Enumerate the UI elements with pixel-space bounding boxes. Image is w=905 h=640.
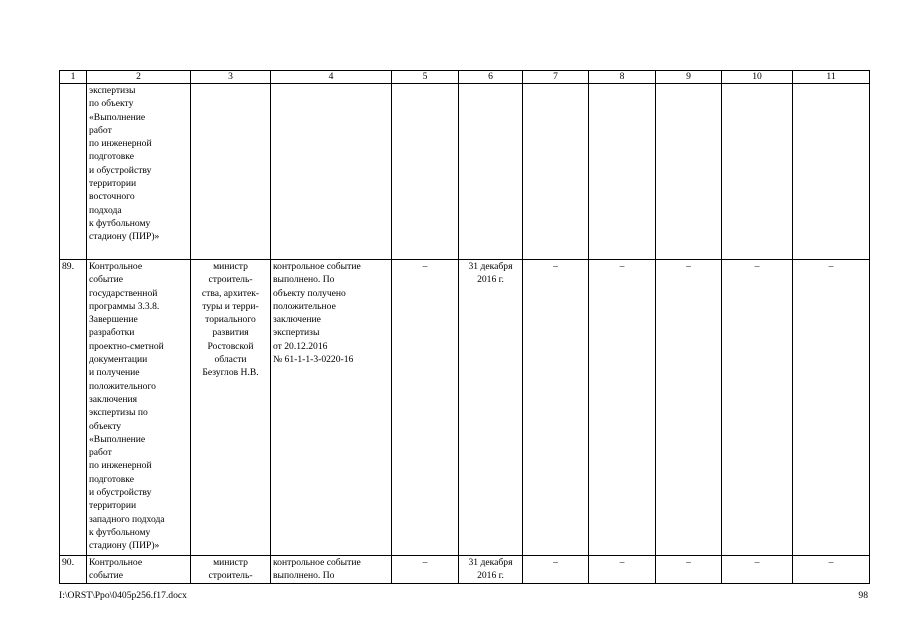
responsible-person: министр строитель- ства, архитек- туры и терри- ториального развития Ростовской области Безуглов Н.В. [191, 260, 271, 556]
file-path: I:\ORST\Ppo\0405p256.f17.docx [59, 590, 187, 601]
row-number: 90. [60, 556, 87, 584]
cell-col8: – [589, 556, 656, 584]
cell-col5 [392, 84, 459, 260]
cell-col7: – [523, 556, 589, 584]
table-row [60, 84, 870, 260]
cell-col10: – [722, 260, 793, 556]
header-cell: 3 [191, 71, 271, 84]
deadline-date: 31 декабря 2016 г. [459, 260, 523, 556]
responsible-person: министр строитель- [191, 556, 271, 584]
header-cell: 9 [656, 71, 722, 84]
row-number [60, 84, 87, 260]
cell-col11 [793, 84, 870, 260]
result-text: контрольное событие выполнено. По [271, 556, 392, 584]
cell-col9: – [656, 260, 722, 556]
event-name: Контрольное событие [87, 556, 191, 584]
page-number: 98 [858, 590, 868, 601]
header-cell: 2 [87, 71, 191, 84]
result-text [271, 84, 392, 260]
header-cell: 4 [271, 71, 392, 84]
row-number: 89. [60, 260, 87, 556]
responsible-person [191, 84, 271, 260]
header-cell: 11 [793, 71, 870, 84]
cell-col6 [459, 84, 523, 260]
cell-col10: – [722, 556, 793, 584]
cell-col8: – [589, 260, 656, 556]
header-cell: 5 [392, 71, 459, 84]
header-cell: 1 [60, 71, 87, 84]
header-cell: 10 [722, 71, 793, 84]
cell-col9: – [656, 556, 722, 584]
header-cell: 6 [459, 71, 523, 84]
cell-col7 [523, 84, 589, 260]
event-name: экспертизы по объекту «Выполнение работ по инженерной подготовке и обустройству территории восточного подхода к футбольному стадиону (ПИР)» [87, 84, 191, 260]
cell-col11: – [793, 260, 870, 556]
table-row [60, 260, 870, 556]
cell-col10 [722, 84, 793, 260]
deadline-date: 31 декабря 2016 г. [459, 556, 523, 584]
event-name: Контрольное событие государственной программы 3.3.8. Завершение разработки проектно-сметной документации и получение положительного заключения экспертизы по объекту «Выполнение работ по инженерной подготовке и обустройству территории западного подхода к футбольному стадиону (ПИР)» [87, 260, 191, 556]
report-table [59, 70, 870, 584]
cell-col11: – [793, 556, 870, 584]
cell-col7: – [523, 260, 589, 556]
cell-col5: – [392, 556, 459, 584]
result-text: контрольное событие выполнено. По объекту получено положительное заключение экспертизы от 20.12.2016 № 61-1-1-3-0220-16 [271, 260, 392, 556]
cell-col9 [656, 84, 722, 260]
cell-col5: – [392, 260, 459, 556]
header-cell: 8 [589, 71, 656, 84]
cell-col8 [589, 84, 656, 260]
table-row [60, 556, 870, 584]
header-row [60, 71, 870, 84]
header-cell: 7 [523, 71, 589, 84]
